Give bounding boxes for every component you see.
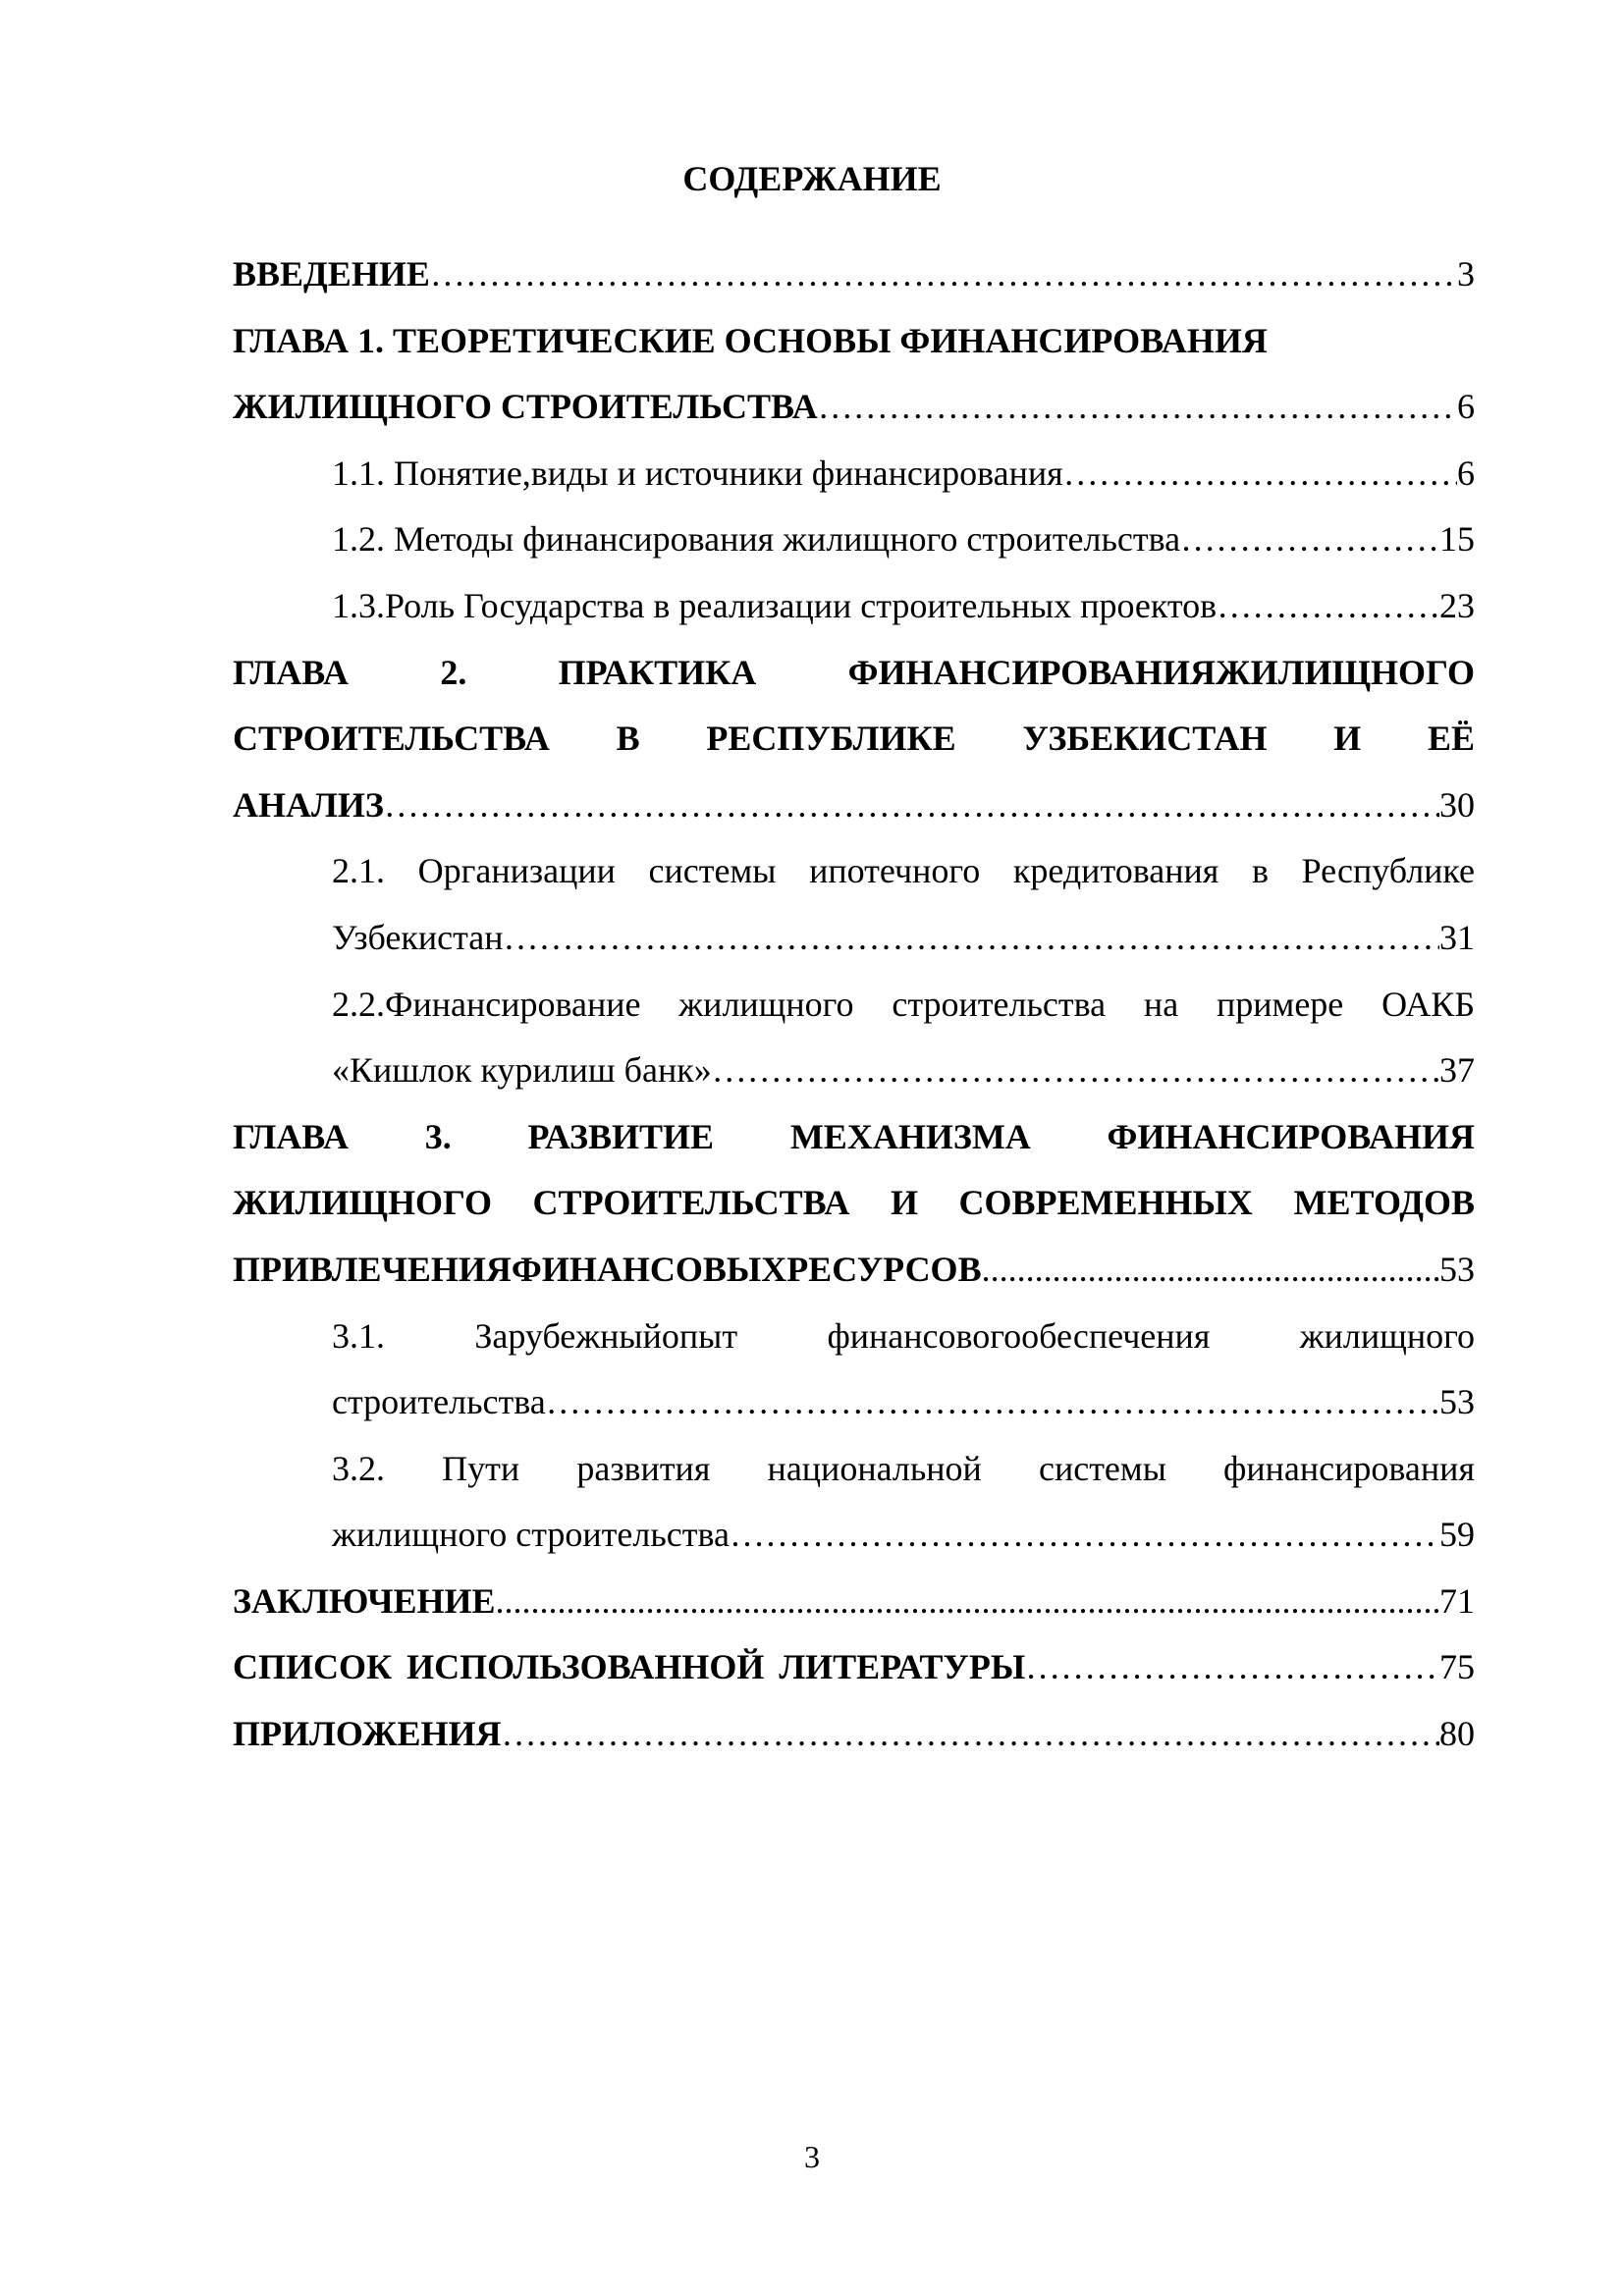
- toc-entry-label: ЗАКЛЮЧЕНИЕ: [233, 1580, 496, 1621]
- toc-entry-label: Узбекистан: [332, 917, 504, 957]
- toc-entry-page: 15: [1439, 519, 1475, 560]
- toc-section-3-1-line1[interactable]: 3.1. Зарубежныйопыт финансовогообеспечения жилищного: [332, 1315, 1475, 1356]
- toc-entry-page: 59: [1439, 1515, 1475, 1555]
- toc-section-1-3[interactable]: [233, 573, 1475, 640]
- toc-entry-page: 6: [1457, 387, 1475, 427]
- dot-leader: [982, 1237, 1439, 1304]
- toc-entry-label: 1.2. Методы финансирования жилищного строительства: [332, 519, 1181, 560]
- toc-chapter3-line3[interactable]: [233, 1237, 1475, 1304]
- toc-entry-references[interactable]: [233, 1634, 1475, 1701]
- toc-entry-intro[interactable]: [233, 241, 1475, 308]
- toc-entry-page: 23: [1439, 585, 1475, 625]
- toc-entry-page: 37: [1439, 1050, 1475, 1091]
- toc-section-1-1[interactable]: [233, 441, 1475, 507]
- toc-entry-page: 6: [1457, 453, 1475, 493]
- toc-entry-label: «Кишлок курилиш банк»: [332, 1050, 712, 1091]
- toc-entry-page: 75: [1439, 1647, 1475, 1687]
- dot-leader: [1063, 441, 1457, 507]
- toc-entry-page: 53: [1439, 1249, 1475, 1289]
- dot-leader: [1180, 507, 1439, 573]
- toc-entry-label: СПИСОК ИСПОЛЬЗОВАННОЙ ЛИТЕРАТУРЫ: [233, 1647, 1026, 1687]
- toc-entry-conclusion[interactable]: [233, 1569, 1475, 1635]
- dot-leader: [546, 1369, 1439, 1436]
- toc-section-2-2-line1[interactable]: 2.2.Финансирование жилищного строительства на примере ОАКБ: [332, 984, 1475, 1024]
- toc-entry-page: 3: [1457, 254, 1475, 294]
- toc-section-2-2-line2[interactable]: [233, 1038, 1475, 1104]
- dot-leader: [818, 374, 1457, 441]
- toc-section-1-2[interactable]: [233, 507, 1475, 573]
- toc-chapter2-line2[interactable]: СТРОИТЕЛЬСТВА В РЕСПУБЛИКЕ УЗБЕКИСТАН И ЕЁ: [233, 719, 1475, 759]
- toc-chapter1-line2[interactable]: [233, 374, 1475, 441]
- toc-entry-label: АНАЛИЗ: [233, 784, 384, 825]
- dot-leader: [384, 773, 1439, 839]
- toc-entry-label: строительства: [332, 1382, 546, 1422]
- toc-section-3-2-line2[interactable]: [233, 1502, 1475, 1569]
- toc-title: СОДЕРЖАНИЕ: [682, 159, 942, 198]
- toc-entry-page: 31: [1439, 917, 1475, 957]
- toc-entry-label: жилищного строительства: [332, 1515, 730, 1555]
- toc-entry-appendix[interactable]: [233, 1701, 1475, 1768]
- toc-section-3-1-line2[interactable]: [233, 1369, 1475, 1436]
- toc-entry-page: 80: [1439, 1714, 1475, 1754]
- toc-entry-label: ЖИЛИЩНОГО СТРОИТЕЛЬСТВА: [233, 387, 818, 427]
- toc-entry-label: ПРИВЛЕЧЕНИЯФИНАНСОВЫХРЕСУРСОВ: [233, 1249, 982, 1289]
- toc-section-2-1-line2[interactable]: [233, 905, 1475, 972]
- dot-leader: [504, 905, 1439, 972]
- toc-entry-page: 71: [1439, 1580, 1475, 1621]
- toc-entry-page: 30: [1439, 784, 1475, 825]
- toc-chapter2-line3[interactable]: [233, 773, 1475, 839]
- toc-chapter1-line1[interactable]: ГЛАВА 1. ТЕОРЕТИЧЕСКИЕ ОСНОВЫ ФИНАНСИРОВАНИЯ: [233, 320, 1268, 360]
- toc-entry-label: ВВЕДЕНИЕ: [233, 254, 430, 294]
- toc-chapter2-line1[interactable]: ГЛАВА 2. ПРАКТИКА ФИНАНСИРОВАНИЯЖИЛИЩНОГО: [233, 652, 1475, 692]
- dot-leader: [1217, 573, 1439, 640]
- dot-leader: [430, 241, 1457, 308]
- toc-chapter3-line2[interactable]: ЖИЛИЩНОГО СТРОИТЕЛЬСТВА И СОВРЕМЕННЫХ МЕТОДОВ: [233, 1183, 1475, 1223]
- dot-leader: [712, 1038, 1439, 1104]
- toc-entry-page: 53: [1439, 1382, 1475, 1422]
- dot-leader: [502, 1701, 1439, 1768]
- dot-leader: [730, 1502, 1439, 1569]
- table-of-contents: [233, 241, 1475, 1768]
- toc-entry-label: 1.3.Роль Государства в реализации строительных проектов: [332, 585, 1218, 625]
- toc-entry-label: ПРИЛОЖЕНИЯ: [233, 1714, 502, 1754]
- toc-section-2-1-line1[interactable]: 2.1. Организации системы ипотечного кредитования в Республике: [332, 851, 1475, 891]
- dot-leader: [496, 1569, 1439, 1635]
- dot-leader: [1025, 1634, 1439, 1701]
- page-number: 3: [804, 2139, 820, 2174]
- toc-entry-label: 1.1. Понятие,виды и источники финансирования: [332, 453, 1063, 493]
- toc-chapter3-line1[interactable]: ГЛАВА 3. РАЗВИТИЕ МЕХАНИЗМА ФИНАНСИРОВАНИЯ: [233, 1116, 1475, 1156]
- toc-section-3-2-line1[interactable]: 3.2. Пути развития национальной системы финансирования: [332, 1448, 1475, 1488]
